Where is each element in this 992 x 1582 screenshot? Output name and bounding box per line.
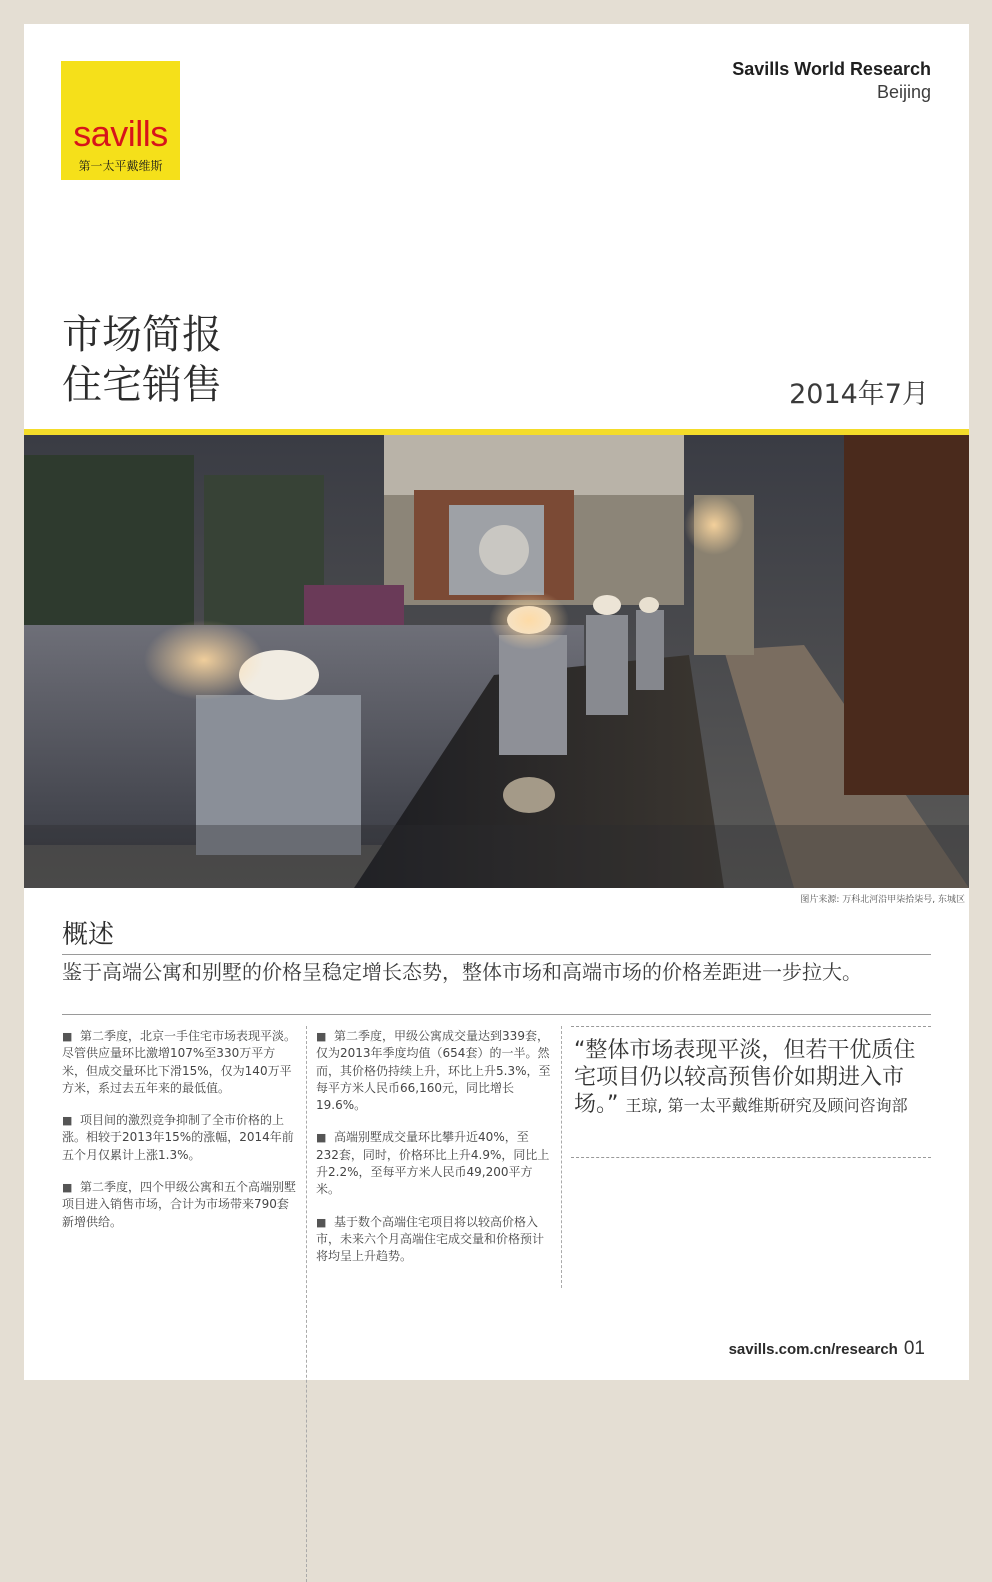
- square-bullet-icon: ■: [316, 1030, 327, 1043]
- report-title: [62, 310, 222, 410]
- heading-divider: [62, 954, 931, 955]
- research-org: Savills World Research: [732, 59, 931, 79]
- page-footer: [729, 1338, 925, 1360]
- savills-logo: [61, 61, 180, 180]
- research-city: Beijing: [876, 82, 931, 102]
- section-heading: 概述: [62, 920, 115, 950]
- courtyard-night-image: [24, 435, 969, 888]
- bullet-item: ■ 第二季度，甲级公寓成交量达到339套，仅为2013年季度均值（654套）的一半。然而，其价格仍持续上升，环比上升5.3%，至每平方米人民币66,160元，同比增长19.6%。: [316, 1029, 551, 1113]
- bullet-item: ■ 高端别墅成交量环比攀升近40%，至232套，同时，价格环比上升4.9%，同比上升2.2%，至每平方米人民币49,200平方米。: [316, 1130, 550, 1197]
- square-bullet-icon: ■: [62, 1114, 73, 1128]
- quote-attribution: 王琼, 第一太平戴维斯研究及顾问咨询部: [625, 1096, 908, 1115]
- square-bullet-icon: ■: [316, 1131, 327, 1145]
- quote-bottom-rule: [571, 1157, 931, 1158]
- title-line-1: 市场简报: [62, 312, 222, 358]
- cover-photo: [24, 435, 969, 888]
- bullet-item: ■ 第二季度，四个甲级公寓和五个高端别墅项目进入销售市场，合计为市场带来790套新增供给。: [62, 1180, 297, 1229]
- summary-divider: [62, 1014, 931, 1015]
- quote-top-rule: [571, 1026, 931, 1027]
- bullet-column-2: [316, 1028, 551, 1281]
- photo-credit: 图片来源: 万科北河沿甲柒拾柒号, 东城区: [800, 895, 965, 905]
- bullet-item: ■ 项目间的激烈竞争抑制了全市价格的上涨。相较于2013年15%的涨幅，2014年前五个月仅累计上涨1.3%。: [62, 1113, 294, 1162]
- logo-tagline: 第一太平戴维斯: [78, 159, 163, 173]
- pull-quote: [574, 1037, 934, 1119]
- square-bullet-icon: ■: [62, 1181, 73, 1195]
- page-number: 01: [903, 1338, 925, 1359]
- column-divider: [306, 1026, 307, 1582]
- square-bullet-icon: ■: [62, 1030, 73, 1043]
- bullet-item: ■ 第二季度，北京一手住宅市场表现平淡。尽管供应量环比激增107%至330万平方米，但成交量环比下滑15%，仅为140万平方米，系过去五年来的最低值。: [62, 1029, 297, 1095]
- logo-wordmark: savills: [73, 113, 168, 154]
- column-divider: [561, 1026, 562, 1288]
- summary-text: 鉴于高端公寓和别墅的价格呈稳定增长态势，整体市场和高端市场的价格差距进一步拉大。: [62, 960, 862, 984]
- square-bullet-icon: ■: [316, 1215, 327, 1229]
- bullet-column-1: [62, 1028, 297, 1246]
- bullet-item: ■ 基于数个高端住宅项目将以较高价格入市，未来六个月高端住宅成交量和价格预计将均呈上升趋势。: [316, 1214, 545, 1264]
- quote-text: “整体市场表现平淡，但若干优质住宅项目仍以较高预售价如期进入市场。”: [574, 1038, 916, 1117]
- title-line-2: 住宅销售: [62, 362, 222, 408]
- report-page: [24, 24, 969, 1380]
- report-date: 2014年7月: [789, 379, 929, 410]
- footer-url[interactable]: savills.com.cn/research: [728, 1341, 898, 1358]
